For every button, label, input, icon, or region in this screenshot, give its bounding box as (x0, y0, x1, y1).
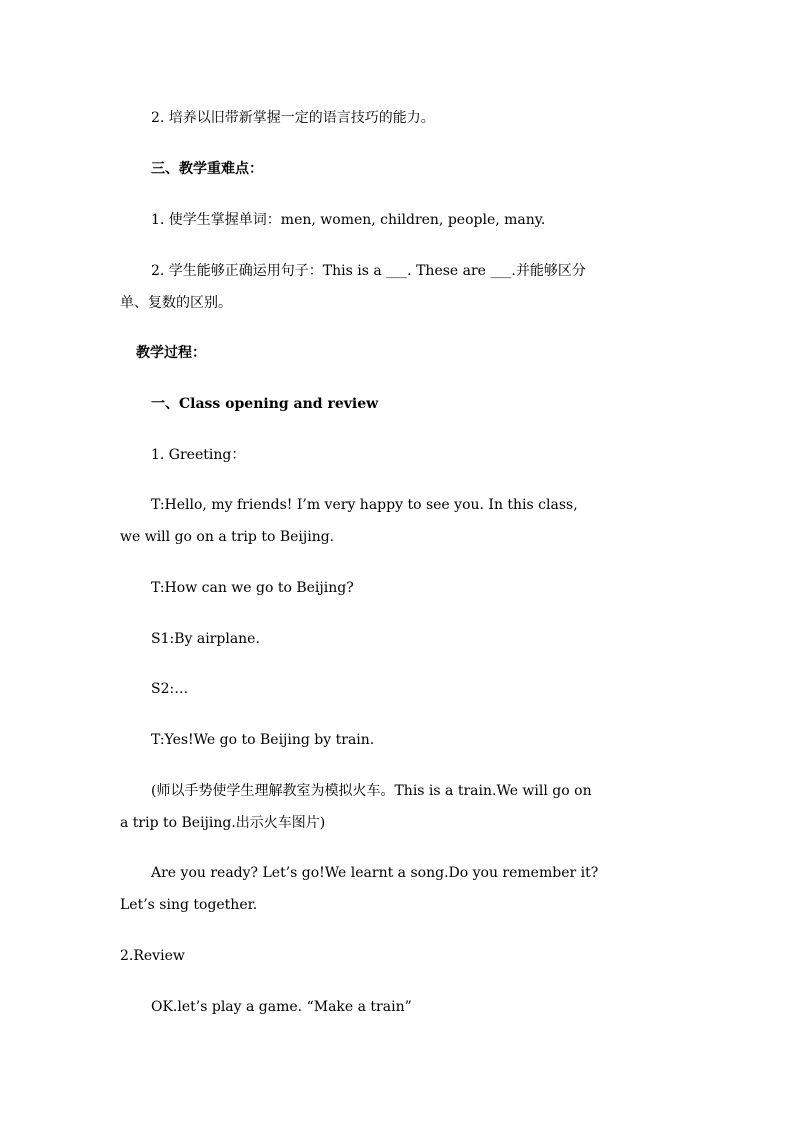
dialogue-teacher-train: T:Yes!We go to Beijing by train. (151, 732, 375, 748)
key-point-2: 2. 学生能够正确运用句子：This is a ___. These are ___.并能够区分 (151, 263, 586, 279)
dialogue-teacher-question: T:How can we go to Beijing? (151, 580, 354, 596)
step-review: 2.Review (120, 948, 185, 964)
objective-2: 2. 培养以旧带新掌握一定的语言技巧的能力。 (151, 110, 435, 126)
dialogue-student-1: S1:By airplane. (151, 631, 260, 647)
dialogue-ready: Are you ready? Let’s go!We learnt a song.Do you remember it? (151, 865, 599, 881)
key-point-2-continued: 单、复数的区别。 (120, 295, 232, 311)
dialogue-teacher-hello: T:Hello, my friends! I’m very happy to see you. In this class, (151, 497, 578, 513)
dialogue-student-2: S2:… (151, 681, 189, 697)
dialogue-game: OK.let’s play a game. “Make a train” (151, 999, 412, 1015)
key-point-1: 1. 使学生掌握单词：men, women, children, people, many. (151, 212, 546, 228)
dialogue-ready-continued: Let’s sing together. (120, 897, 258, 913)
section-heading-key-points: 三、教学重难点： (151, 161, 263, 177)
section-heading-process: 教学过程： (136, 345, 206, 361)
step-heading-class-opening: 一、Class opening and review (151, 396, 379, 412)
step-greeting: 1. Greeting： (151, 447, 246, 463)
teacher-note: (师以手势使学生理解教室为模拟火车。This is a train.We will go on (151, 783, 592, 799)
dialogue-teacher-hello-continued: we will go on a trip to Beijing. (120, 529, 335, 545)
teacher-note-continued: a trip to Beijing.出示火车图片) (120, 815, 326, 831)
